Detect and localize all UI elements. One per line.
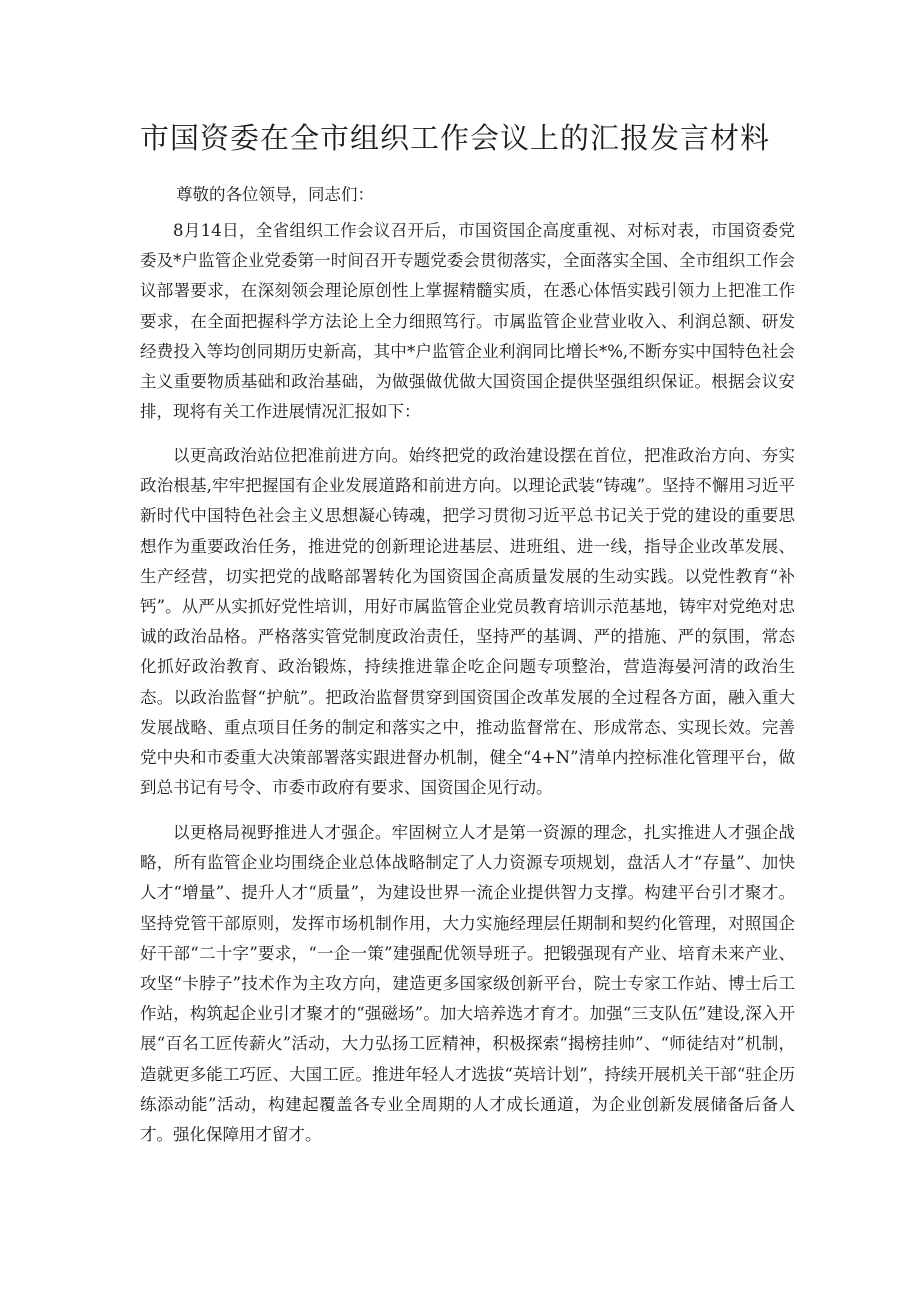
paragraph-talent-strategy: 以更格局视野推进人才强企。牢固树立人才是第一资源的理念，扎实推进人才强企战略，所有监管企业均围绕企业总体战略制定了人力资源专项规划，盘活人才“存量”、加快人才“增量”、提升人才“质量”，为建设世界一流企业提供智力支撑。构建平台引才聚才。坚持党管干部原则，发挥市场机制作用，大力实施经理层任期制和契约化管理，对照国企好干部“二十字”要求，“一企一策”建强配优领导班子。把锻强现有产业、培育未来产业、攻坚“卡脖子”技术作为主攻方向，建造更多国家级创新平台，院士专家工作站、博士后工作站，构筑起企业引才聚才的“强磁场”。加大培养选才育才。加强“三支队伍”建设,深入开展“百名工匠传薪火”活动，大力弘扬工匠精神，积极探索“揭榜挂帅”、“师徒结对”机制，造就更多能工巧匠、大国工匠。推进年轻人才选拔“英培计划”，持续开展机关干部“驻企历练添动能”活动，构建起覆盖各专业全周期的人才成长通道，为企业创新发展储备后备人才。强化保障用才留才。 xyxy=(140,823,795,1145)
salutation: 尊敬的各位领导，同志们： xyxy=(176,185,374,204)
document-title: 市国资委在全市组织工作会议上的汇报发言材料 xyxy=(140,121,771,155)
paragraph-opening: 8月14日，全省组织工作会议召开后，市国资国企高度重视、对标对表，市国资委党委及*户监管企业党委第一时间召开专题党委会贯彻落实，全面落实全国、全市组织工作会议部署要求，在深刻领会理论原创性上掌握精髓实质，在悉心体悟实践引领力上把准工作要求，在全面把握科学方法论上全力细照笃行。市属监管企业营业收入、利润总额、研发经费投入等均创同期历史新高，其中*户监管企业利润同比增长*%,不断夯实中国特色社会主义重要物质基础和政治基础，为做强做优做大国资国企提供坚强组织保证。根据会议安排，现将有关工作进展情况汇报如下： xyxy=(140,221,795,422)
paragraph-political-direction: 以更高政治站位把准前进方向。始终把党的政治建设摆在首位，把准政治方向、夯实政治根基,牢牢把握国有企业发展道路和前进方向。以理论武装“铸魂”。坚持不懈用习近平新时代中国特色社会主义思想凝心铸魂，把学习贯彻习近平总书记关于党的建设的重要思想作为重要政治任务，推进党的创新理论进基层、进班组、进一线，指导企业改革发展、生产经营，切实把党的战略部署转化为国资国企高质量发展的生动实践。以党性教育“补钙”。从严从实抓好党性培训，用好市属监管企业党员教育培训示范基地，铸牢对党绝对忠诚的政治品格。严格落实管党制度政治责任，坚持严的基调、严的措施、严的氛围，常态化抓好政治教育、政治锻炼，持续推进靠企吃企问题专项整治，营造海晏河清的政治生态。以政治监督“护航”。把政治监督贯穿到国资国企改革发展的全过程各方面，融入重大发展战略、重点项目任务的制定和落实之中，推动监督常在、形成常态、实现长效。完善党中央和市委重大决策部署落实跟进督办机制，健全“4+N”清单内控标准化管理平台，做到总书记有号令、市委市政府有要求、国资国企见行动。 xyxy=(140,446,795,798)
